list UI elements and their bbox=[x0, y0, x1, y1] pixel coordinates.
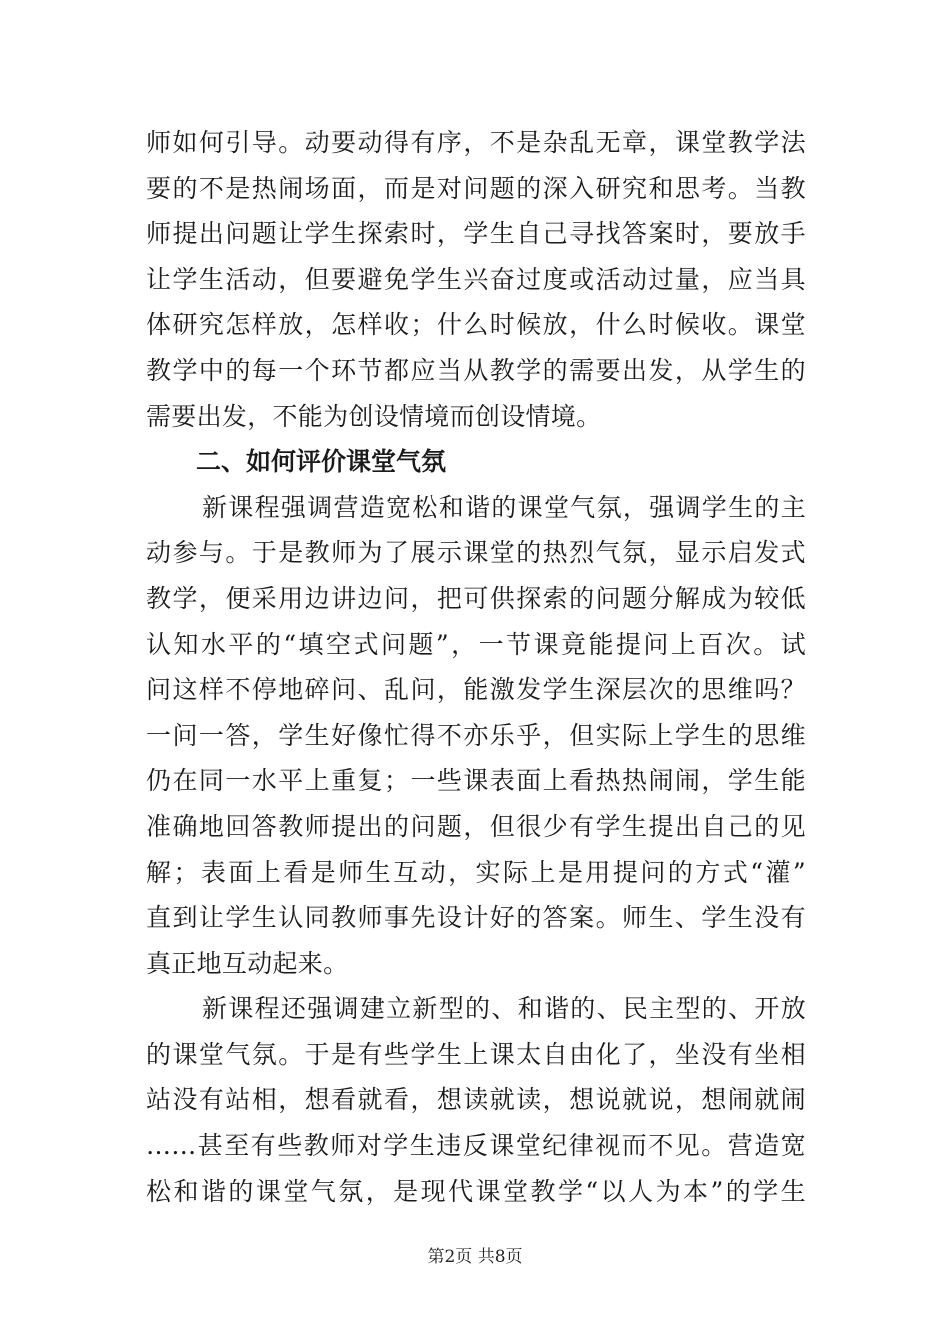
text-line: 让学生活动，但要避免学生兴奋过度或活动过量，应当具 bbox=[146, 264, 806, 294]
text-line: 认知水平的“填空式问题”，一节课竟能提问上百次。试 bbox=[146, 629, 806, 659]
text-line: 解；表面上看是师生互动，实际上是用提问的方式“灌” bbox=[146, 857, 806, 887]
document-body bbox=[146, 120, 806, 1214]
text-line: 要的不是热闹场面，而是对问题的深入研究和思考。当教 bbox=[146, 173, 806, 203]
page-footer bbox=[0, 1242, 950, 1267]
text-line: 仍在同一水平上重复；一些课表面上看热热闹闹，学生能 bbox=[146, 766, 806, 796]
text-line: 站没有站相，想看就看，想读就读，想说就说，想闹就闹 bbox=[146, 1085, 806, 1115]
text-line: ……甚至有些教师对学生违反课堂纪律视而不见。营造宽 bbox=[146, 1131, 806, 1161]
text-line: 新课程还强调建立新型的、和谐的、民主型的、开放 bbox=[202, 994, 806, 1024]
paragraph-continuation bbox=[146, 120, 806, 439]
text-line: 教学中的每一个环节都应当从教学的需要出发，从学生的 bbox=[146, 355, 806, 385]
text-line: 体研究怎样放，怎样收；什么时候放，什么时候收。课堂 bbox=[146, 310, 806, 340]
text-line: 直到让学生认同教师事先设计好的答案。师生、学生没有 bbox=[146, 903, 806, 933]
text-line: 师如何引导。动要动得有序，不是杂乱无章，课堂教学法 bbox=[146, 128, 806, 157]
text-line: 问这样不停地碎问、乱问，能激发学生深层次的思维吗？ bbox=[146, 675, 806, 705]
section-heading: 二、如何评价课堂气氛 bbox=[196, 447, 447, 477]
paragraph bbox=[146, 485, 806, 987]
text-line: 动参与。于是教师为了展示课堂的热烈气氛，显示启发式 bbox=[146, 538, 806, 568]
text-line: 松和谐的课堂气氛，是现代课堂教学“以人为本”的学生 bbox=[146, 1176, 806, 1206]
text-line: 新课程强调营造宽松和谐的课堂气氛，强调学生的主 bbox=[202, 492, 806, 522]
text-line: 一问一答，学生好像忙得不亦乐乎，但实际上学生的思维 bbox=[146, 720, 806, 750]
page-number: 第2页 共8页 bbox=[427, 1247, 523, 1267]
text-line: 师提出问题让学生探索时，学生自己寻找答案时，要放手 bbox=[146, 219, 806, 249]
text-line: 真正地互动起来。 bbox=[146, 948, 349, 978]
text-line: 准确地回答教师提出的问题，但很少有学生提出自己的见 bbox=[146, 811, 806, 841]
paragraph bbox=[146, 986, 806, 1214]
text-line: 教学，便采用边讲边问，把可供探索的问题分解成为较低 bbox=[146, 583, 806, 613]
text-line: 需要出发，不能为创设情境而创设情境。 bbox=[146, 401, 602, 431]
text-line: 的课堂气氛。于是有些学生上课太自由化了，坐没有坐相 bbox=[146, 1039, 806, 1069]
